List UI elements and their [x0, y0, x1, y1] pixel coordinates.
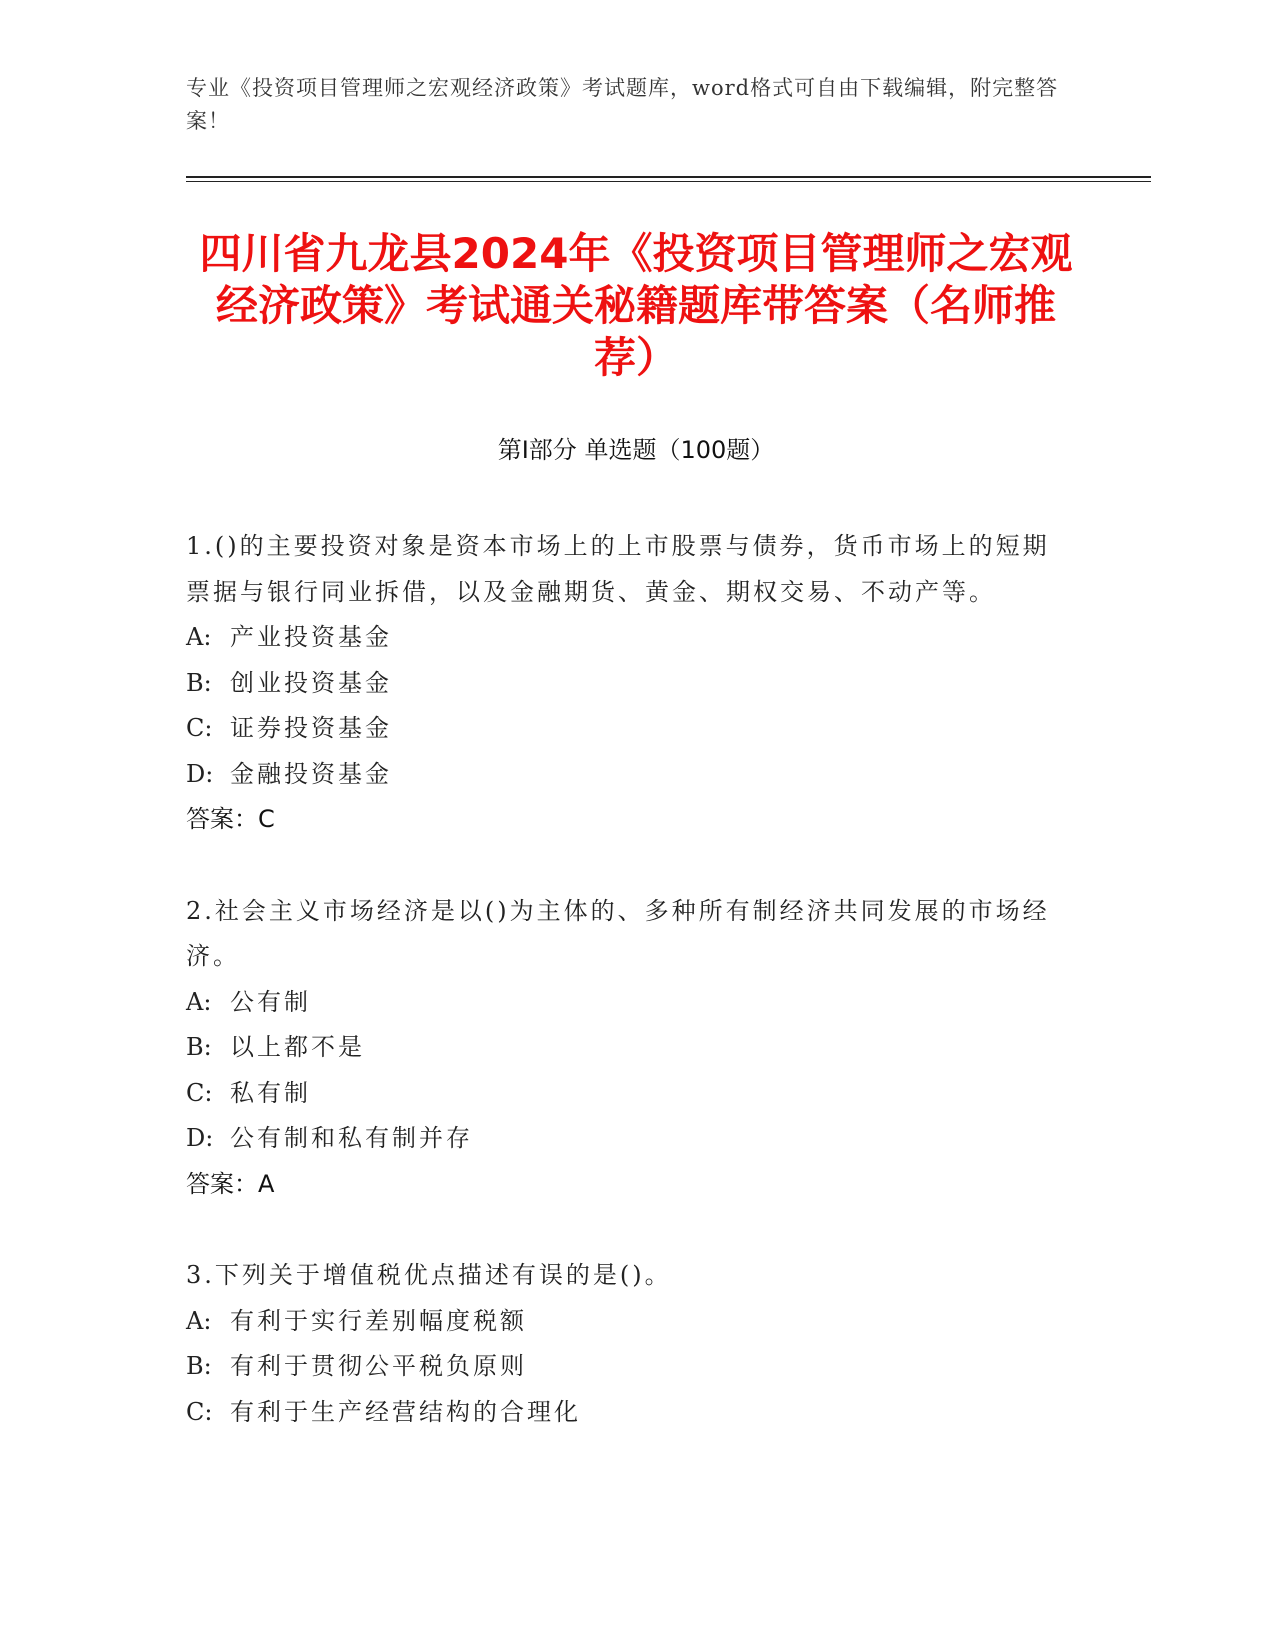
option-b — [186, 1025, 1066, 1071]
option-letter: C: — [186, 1397, 213, 1426]
option-text: 公有制和私有制并存 — [230, 1124, 473, 1152]
option-letter: A: — [186, 623, 212, 651]
option-text: 创业投资基金 — [230, 668, 392, 697]
option-letter: B: — [186, 1033, 212, 1061]
header-divider-thick — [186, 176, 1151, 178]
option-c — [186, 1390, 1066, 1436]
option-text: 有利于实行差别幅度税额 — [230, 1306, 527, 1335]
answer-line: 答案：A — [186, 1169, 275, 1198]
option-text: 有利于生产经营结构的合理化 — [230, 1397, 581, 1426]
question-stem: 1.()的主要投资对象是资本市场上的上市股票与债券，货币市场上的短期票据与银行同业拆借，以及金融期货、黄金、期权交易、不动产等。 — [186, 532, 1050, 606]
question-stem: 2.社会主义市场经济是以()为主体的、多种所有制经济共同发展的市场经济。 — [186, 896, 1050, 970]
option-b — [186, 1344, 1066, 1390]
question-stem: 3.下列关于增值税优点描述有误的是()。 — [186, 1261, 672, 1289]
question-1 — [186, 524, 1066, 843]
option-text: 公有制 — [230, 987, 311, 1016]
option-letter: D: — [186, 759, 214, 788]
option-letter: C: — [186, 714, 213, 742]
option-letter: D: — [186, 1124, 214, 1152]
section-heading: 第Ⅰ部分 单选题（100题） — [497, 436, 775, 464]
option-c — [186, 706, 1066, 752]
option-letter: B: — [186, 668, 212, 697]
option-text: 以上都不是 — [230, 1033, 365, 1061]
option-d — [186, 752, 1066, 798]
option-letter: A: — [186, 987, 212, 1016]
option-text: 私有制 — [230, 1078, 311, 1107]
option-a — [186, 1299, 1066, 1345]
option-a — [186, 615, 1066, 661]
header-note: 专业《投资项目管理师之宏观经济政策》考试题库，word格式可自由下载编辑，附完整答案！ — [186, 76, 1059, 133]
option-letter: B: — [186, 1352, 212, 1380]
header-divider-thin — [186, 181, 1151, 182]
document-title: 四川省九龙县2024年《投资项目管理师之宏观经济政策》考试通关秘籍题库带答案（名师推荐） — [199, 229, 1073, 382]
option-text: 产业投资基金 — [230, 623, 392, 651]
option-a — [186, 980, 1066, 1026]
option-b — [186, 661, 1066, 707]
option-letter: A: — [186, 1306, 212, 1335]
question-2 — [186, 889, 1066, 1208]
option-text: 证券投资基金 — [230, 714, 392, 742]
option-text: 金融投资基金 — [230, 759, 392, 788]
option-c — [186, 1071, 1066, 1117]
option-letter: C: — [186, 1078, 213, 1107]
option-text: 有利于贯彻公平税负原则 — [230, 1352, 527, 1380]
answer-line: 答案：C — [186, 805, 275, 833]
option-d — [186, 1116, 1066, 1162]
question-3 — [186, 1253, 1066, 1435]
question-list — [186, 524, 1066, 1481]
